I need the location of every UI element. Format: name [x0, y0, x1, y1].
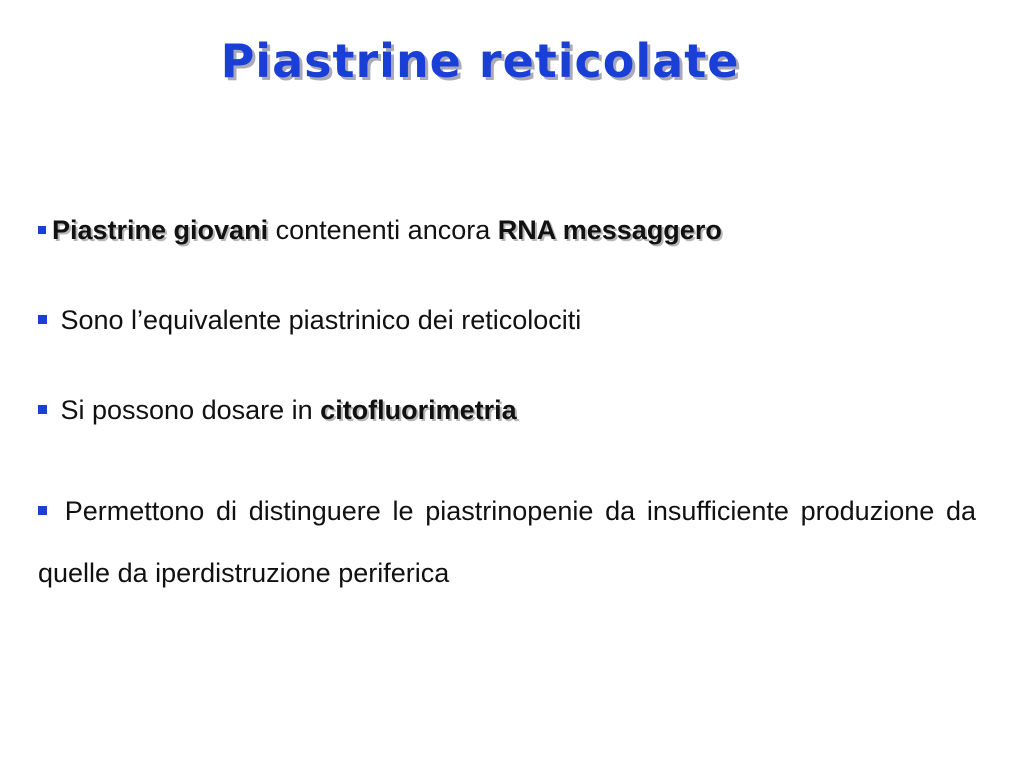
bullet-text: Permettono di distinguere le piastrinopenie da insufficiente produzione da quelle da iperdistruzione periferica — [38, 496, 976, 588]
term-flow-cytometry: citofluorimetria — [320, 395, 517, 425]
bullet-text: contenenti ancora — [268, 215, 498, 245]
bullet-item-reticulocyte-equivalent — [38, 304, 976, 336]
bullet-item-thrombocytopenia — [38, 480, 976, 604]
bullet-item-flow-cytometry — [38, 394, 976, 426]
term-mrna: RNA messaggero — [497, 215, 722, 245]
slide-title: Piastrine reticolate — [220, 34, 740, 88]
term-young-platelets: Piastrine giovani — [52, 215, 269, 245]
bullet-item-young-platelets — [38, 214, 976, 246]
square-bullet-icon — [38, 405, 47, 414]
bullet-text: Si possono dosare in — [53, 395, 321, 425]
square-bullet-icon — [38, 506, 47, 515]
bullet-text: Sono l’equivalente piastrinico dei reticolociti — [53, 305, 582, 335]
square-bullet-icon — [38, 315, 47, 324]
square-bullet-icon — [38, 226, 46, 234]
